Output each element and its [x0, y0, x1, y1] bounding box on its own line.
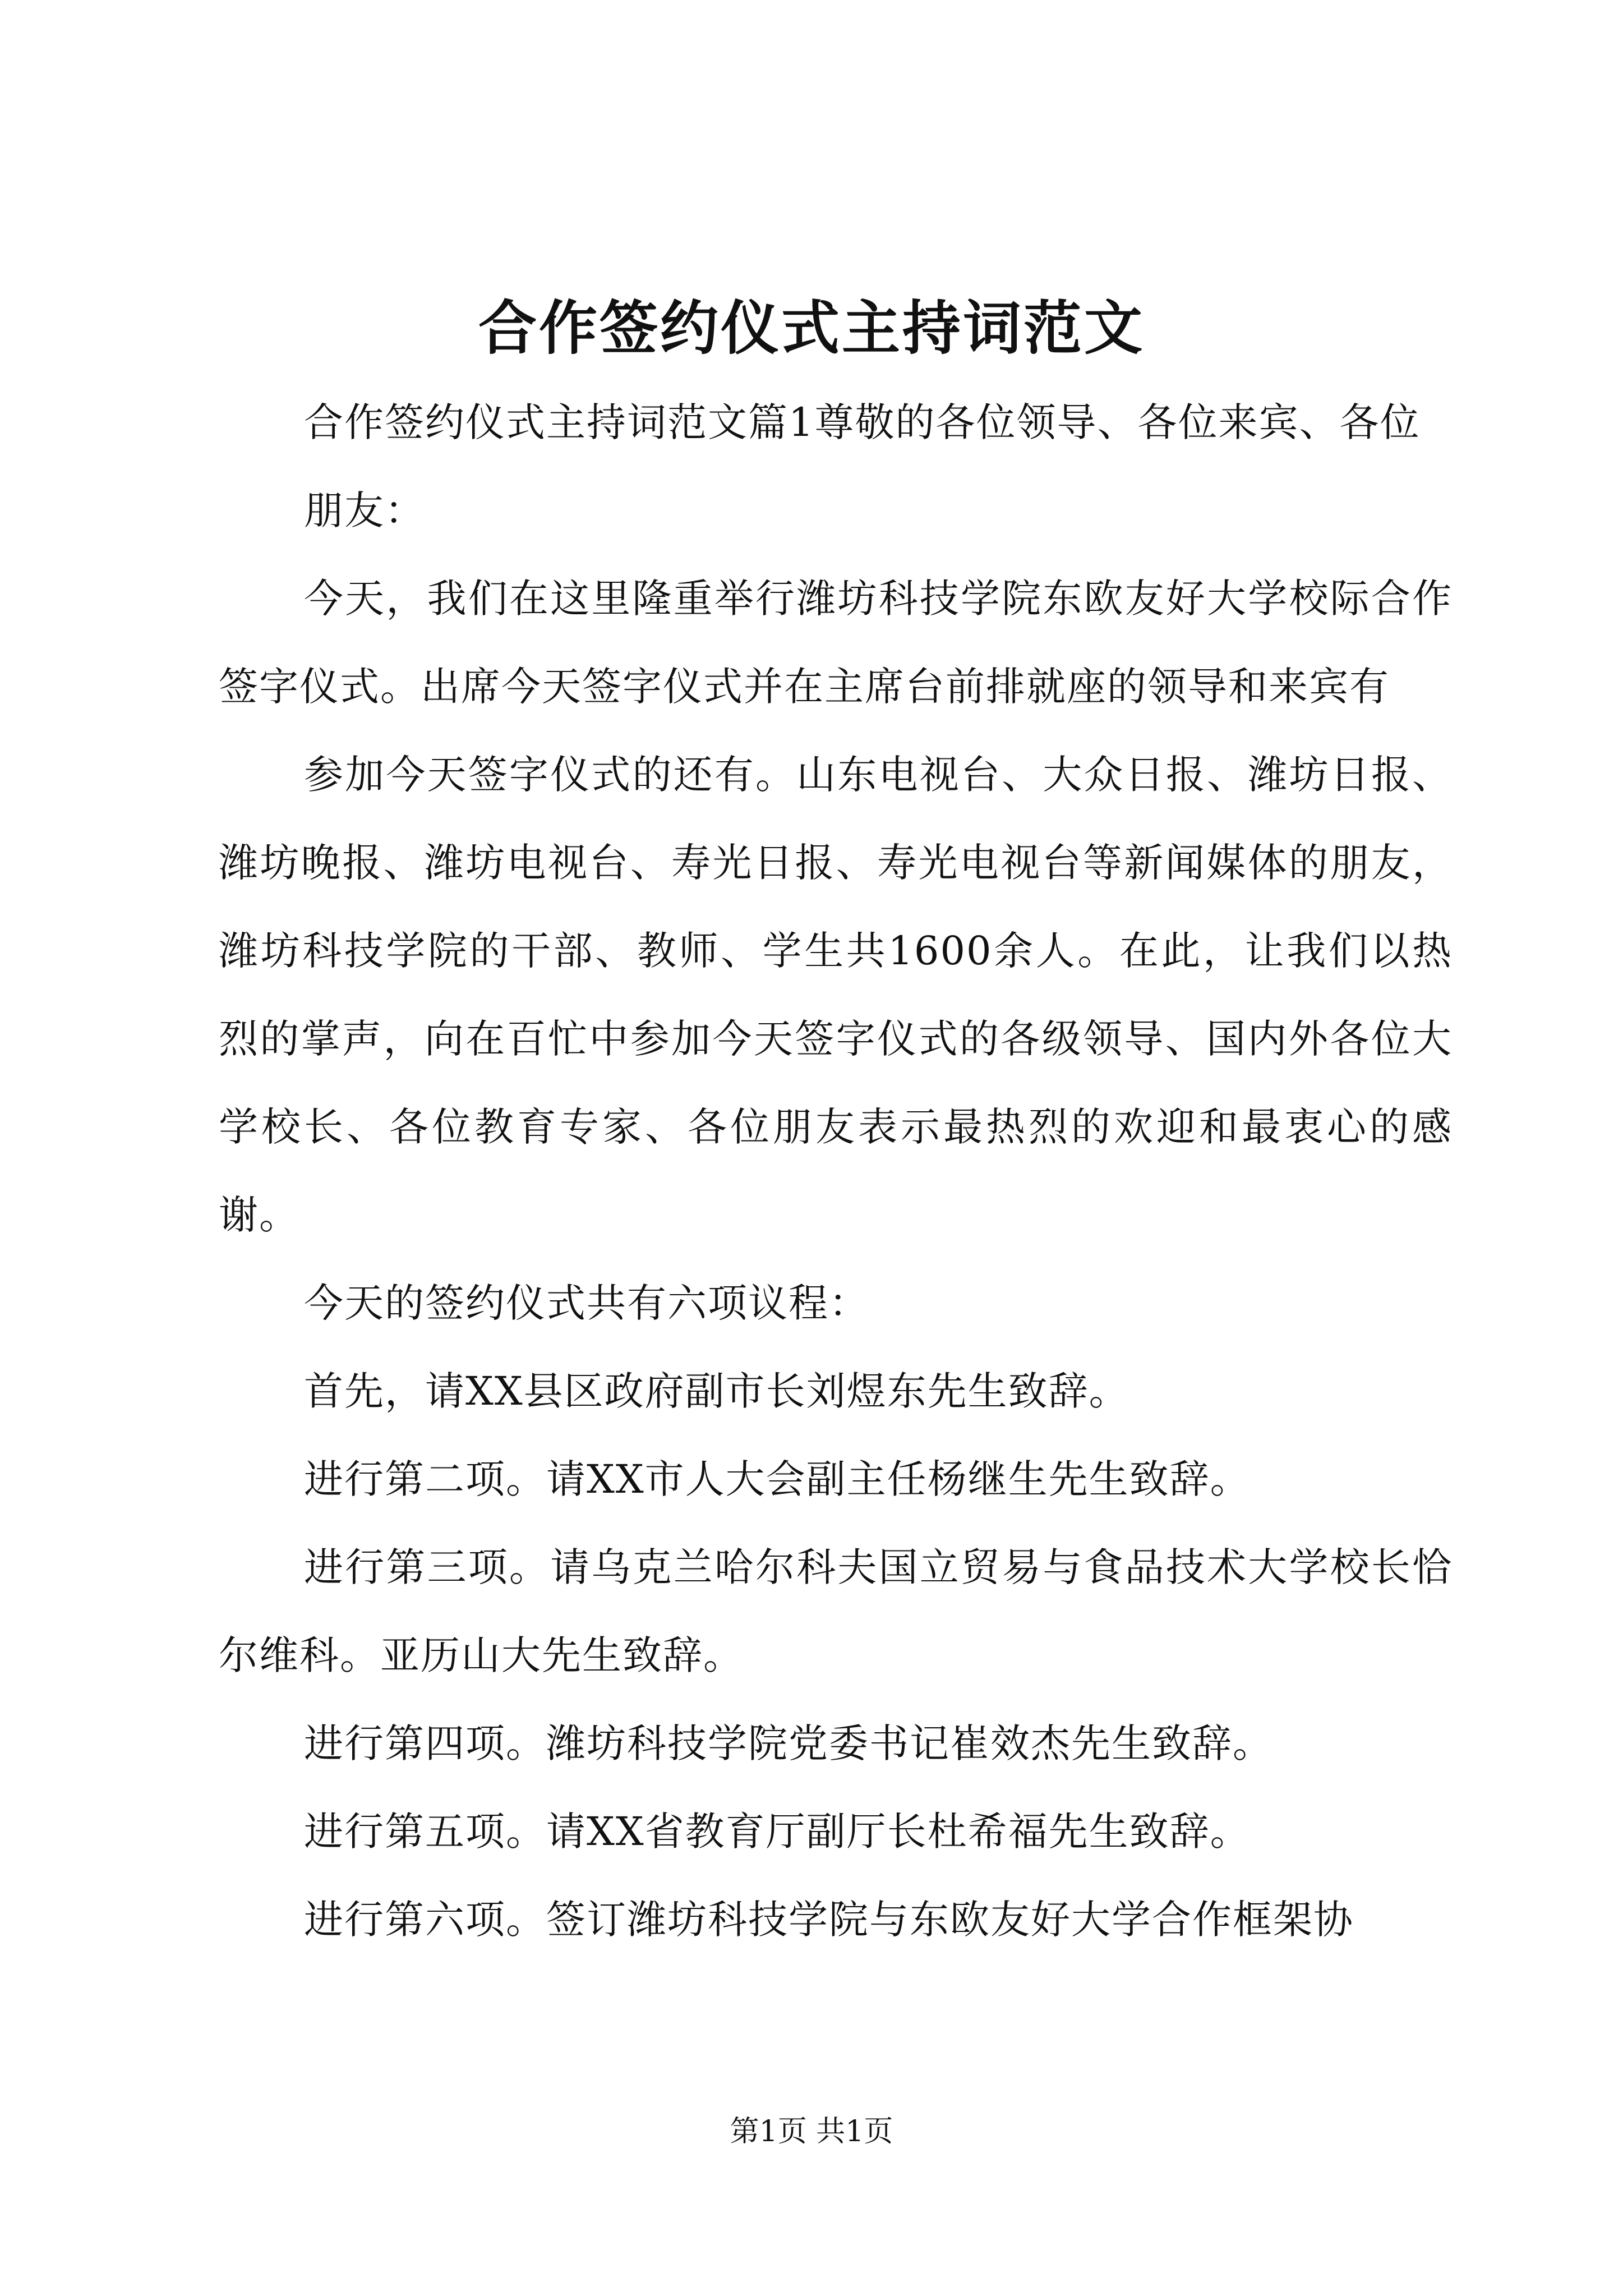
page-footer: 第1页 共1页	[730, 2115, 893, 2148]
paragraph-8: 进行第三项。请乌克兰哈尔科夫国立贸易与食品技术大学校长恰尔维科。亚历山大先生致辞。	[219, 1544, 1453, 1678]
paragraph-4: 参加今天签字仪式的还有。山东电视台、大众日报、潍坊日报、潍坊晚报、潍坊电视台、寿光日报、寿光电视台等新闻媒体的朋友，潍坊科技学院的干部、教师、学生共1600余人。在此，让我们以热烈的掌声，向在百忙中参加今天签字仪式的各级领导、国内外各位大学校长、各位教育专家、各位朋友表示最热烈的欢迎和最衷心的感谢。	[219, 752, 1453, 1238]
paragraph-3: 今天，我们在这里隆重举行潍坊科技学院东欧友好大学校际合作签字仪式。出席今天签字仪式并在主席台前排就座的领导和来宾有	[219, 576, 1453, 710]
paragraph-5: 今天的签约仪式共有六项议程：	[304, 1280, 869, 1326]
paragraph-6: 首先，请XX县区政府副市长刘煜东先生致辞。	[304, 1368, 1129, 1414]
paragraph-9: 进行第四项。潍坊科技学院党委书记崔效杰先生致辞。	[304, 1720, 1273, 1766]
paragraph-7: 进行第二项。请XX市人大会副主任杨继生先生致辞。	[304, 1456, 1251, 1502]
paragraph-10: 进行第五项。请XX省教育厅副厅长杜希福先生致辞。	[304, 1809, 1251, 1855]
document-title: 合作签约仪式主持词范文	[478, 293, 1145, 362]
document-body	[219, 379, 1453, 1964]
paragraph-2: 朋友：	[304, 487, 425, 533]
paragraph-11: 进行第六项。签订潍坊科技学院与东欧友好大学合作框架协	[304, 1897, 1354, 1943]
paragraph-1: 合作签约仪式主持词范文篇1尊敬的各位领导、各位来宾、各位	[304, 399, 1421, 445]
